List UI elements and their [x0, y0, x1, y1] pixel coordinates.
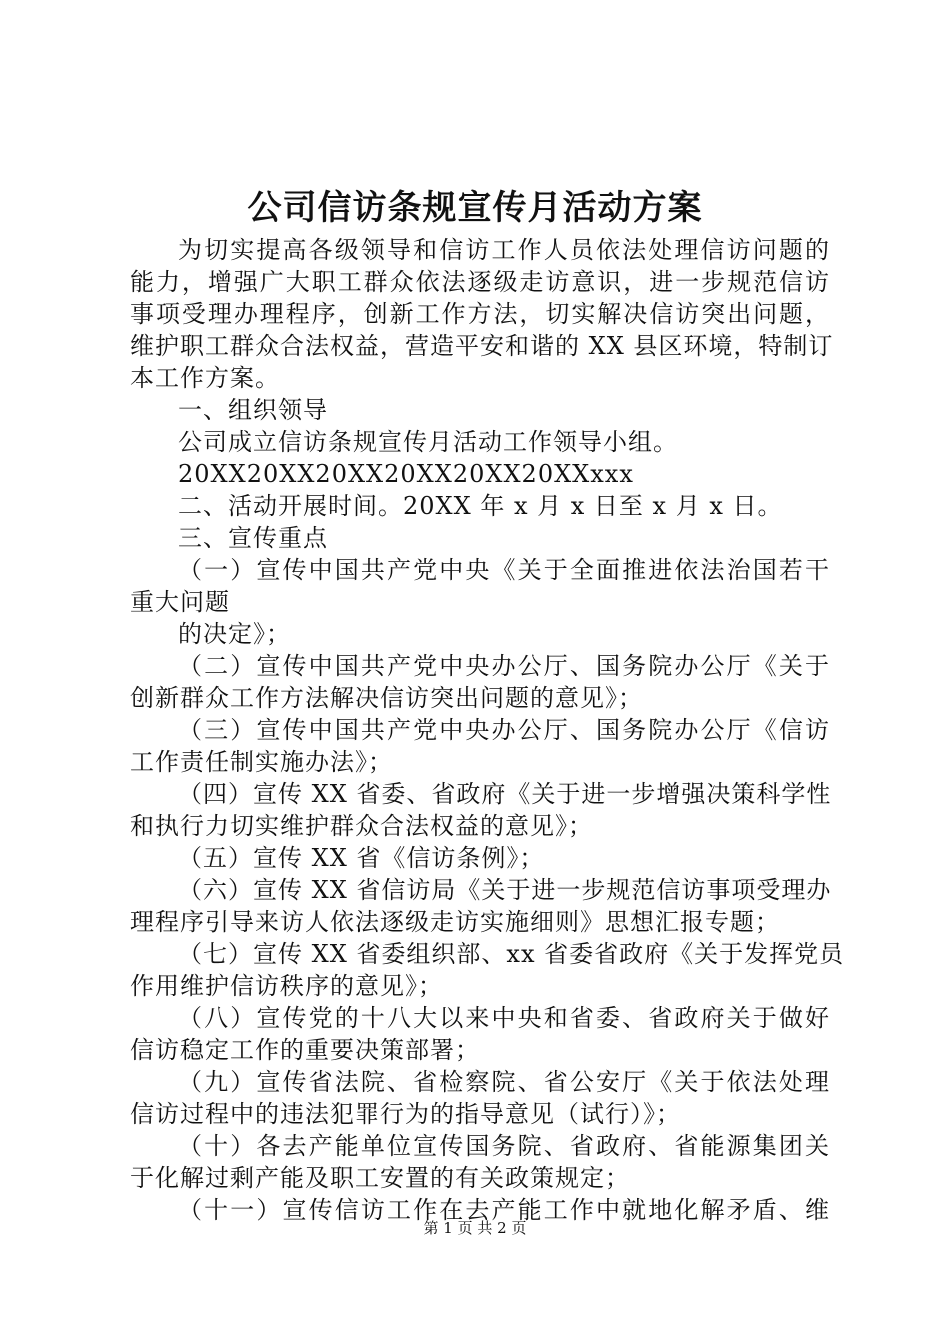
paragraph-line: 事项受理办理程序，创新工作方法，切实解决信访突出问题， — [130, 300, 830, 328]
paragraph-line: 能力，增强广大职工群众依法逐级走访意识，进一步规范信访 — [130, 268, 830, 296]
paragraph-line: 本工作方案。 — [130, 364, 280, 392]
list-item-line: 重大问题 — [130, 588, 230, 616]
list-item-line: （五）宣传 XX 省《信访条例》； — [178, 844, 545, 872]
list-item-line: （十一）宣传信访工作在去产能工作中就地化解矛盾、维 — [178, 1196, 830, 1224]
list-item-line: 信访稳定工作的重要决策部署； — [130, 1036, 480, 1064]
paragraph-line: 公司成立信访条规宣传月活动工作领导小组。 — [178, 428, 678, 456]
section-heading: 一、组织领导 — [178, 396, 328, 424]
list-item-line: （一）宣传中国共产党中央《关于全面推进依法治国若干 — [178, 556, 830, 584]
list-item-line: 创新群众工作方法解决信访突出问题的意见》； — [130, 684, 643, 712]
list-item-line: （七）宣传 XX 省委组织部、xx 省委省政府《关于发挥党员 — [178, 940, 845, 968]
list-item-line: 工作责任制实施办法》； — [130, 748, 393, 776]
list-item-line: （六）宣传 XX 省信访局《关于进一步规范信访事项受理办 — [178, 876, 832, 904]
paragraph-line: 为切实提高各级领导和信访工作人员依法处理信访问题的 — [178, 236, 830, 264]
list-item-line: 和执行力切实维护群众合法权益的意见》； — [130, 812, 593, 840]
list-item-line: 于化解过剩产能及职工安置的有关政策规定； — [130, 1164, 630, 1192]
list-item-line: （八）宣传党的十八大以来中央和省委、省政府关于做好 — [178, 1004, 830, 1032]
section-heading: 二、活动开展时间。20XX 年 x 月 x 日至 x 月 x 日。 — [178, 492, 783, 520]
list-item-line: 信访过程中的违法犯罪行为的指导意见（试行）》； — [130, 1100, 681, 1128]
list-item-line: （九）宣传省法院、省检察院、省公安厅《关于依法处理 — [178, 1068, 830, 1096]
list-item-line: （三）宣传中国共产党中央办公厅、国务院办公厅《信访 — [178, 716, 830, 744]
list-item-line: 作用维护信访秩序的意见》； — [130, 972, 443, 1000]
list-item-line: 理程序引导来访人依法逐级走访实施细则》思想汇报专题； — [130, 908, 780, 936]
section-heading: 三、宣传重点 — [178, 524, 328, 552]
document-body — [130, 234, 845, 1226]
page-footer: 第 1 页 共 2 页 — [423, 1219, 527, 1237]
list-item-line: （二）宣传中国共产党中央办公厅、国务院办公厅《关于 — [178, 652, 830, 680]
list-item-line: 的决定》； — [178, 620, 291, 648]
list-item-line: （四）宣传 XX 省委、省政府《关于进一步增强决策科学性 — [178, 780, 832, 808]
document-title: 公司信访条规宣传月活动方案 — [247, 188, 703, 228]
list-item-line: （十）各去产能单位宣传国务院、省政府、省能源集团关 — [178, 1132, 830, 1160]
paragraph-line: 20XX20XX20XX20XX20XX20XXxxx — [178, 460, 634, 488]
paragraph-line: 维护职工群众合法权益，营造平安和谐的 XX 县区环境，特制订 — [130, 332, 834, 360]
